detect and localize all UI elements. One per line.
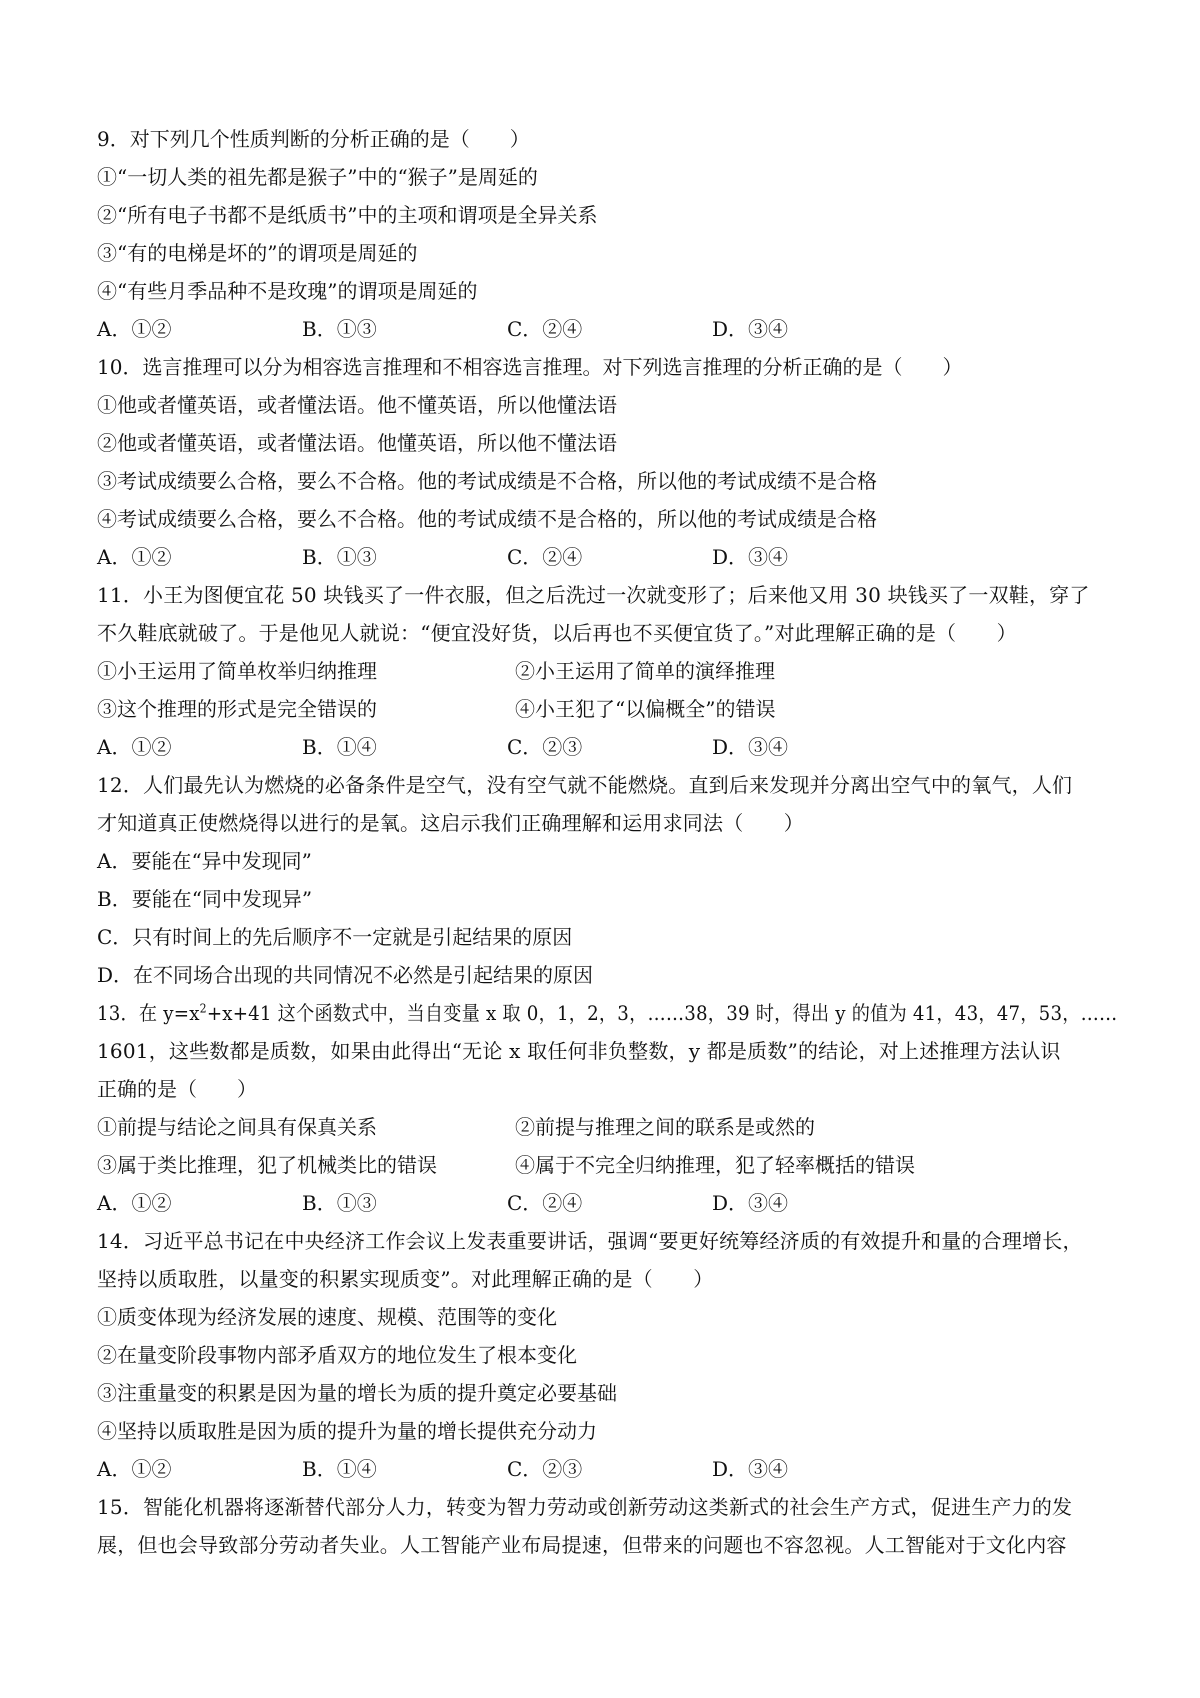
question-15-stem-line-1: 15．智能化机器将逐渐替代部分人力，转变为智力劳动或创新劳动这类新式的社会生产方式，促进生产力的发 (97, 1495, 1073, 1519)
question-12-option-c: C．只有时间上的先后顺序不一定就是引起结果的原因 (97, 925, 573, 949)
question-12-option-d: D．在不同场合出现的共同情况不必然是引起结果的原因 (97, 963, 594, 987)
option-c: C．②④ (507, 545, 583, 569)
question-9-item-1: ①“一切人类的祖先都是猴子”中的“猴子”是周延的 (97, 165, 538, 189)
question-10-item-4: ④考试成绩要么合格，要么不合格。他的考试成绩不是合格的，所以他的考试成绩是合格 (97, 507, 877, 531)
option-b: B．①④ (302, 1457, 377, 1481)
question-13-stem-line-1 (97, 994, 1118, 1032)
question-13-item-2: ②前提与推理之间的联系是或然的 (515, 1115, 815, 1139)
question-9-options (97, 310, 1117, 348)
option-b: B．①③ (302, 545, 377, 569)
question-9-item-2: ②“所有电子书都不是纸质书”中的主项和谓项是全异关系 (97, 203, 598, 227)
question-15-stem-line-2: 展，但也会导致部分劳动者失业。人工智能产业布局提速，但带来的问题也不容忽视。人工智能对于文化内容 (97, 1533, 1067, 1557)
question-12-option-a: A．要能在“异中发现同” (97, 849, 312, 873)
question-9-item-4: ④“有些月季品种不是玫瑰”的谓项是周延的 (97, 279, 478, 303)
question-11-item-4: ④小王犯了“以偏概全”的错误 (515, 697, 776, 721)
question-10-item-3: ③考试成绩要么合格，要么不合格。他的考试成绩是不合格，所以他的考试成绩不是合格 (97, 469, 877, 493)
question-11-stem-line-1: 11．小王为图便宜花 50 块钱买了一件衣服，但之后洗过一次就变形了；后来他又用 30 块钱买了一双鞋，穿了 (97, 583, 1090, 607)
question-12-stem-line-2: 才知道真正使燃烧得以进行的是氧。这启示我们正确理解和运用求同法（ ） (97, 811, 804, 835)
option-c: C．②④ (507, 317, 583, 341)
option-a: A．①② (97, 1191, 172, 1215)
question-13-item-3: ③属于类比推理，犯了机械类比的错误 (97, 1153, 437, 1177)
question-14-stem-line-1: 14．习近平总书记在中央经济工作会议上发表重要讲话，强调“要更好统筹经济质的有效提升和量的合理增长， (97, 1229, 1083, 1253)
question-11-item-3: ③这个推理的形式是完全错误的 (97, 697, 377, 721)
option-d: D．③④ (712, 735, 789, 759)
option-c: C．②③ (507, 735, 583, 759)
question-14-item-3: ③注重量变的积累是因为量的增长为质的提升奠定必要基础 (97, 1381, 617, 1405)
question-14-stem-line-2: 坚持以质取胜，以量变的积累实现质变”。对此理解正确的是（ ） (97, 1267, 714, 1291)
option-b: B．①③ (302, 1191, 377, 1215)
option-b: B．①③ (302, 317, 377, 341)
option-a: A．①② (97, 317, 172, 341)
option-a: A．①② (97, 1457, 172, 1481)
question-13-stem-line-3: 正确的是（ ） (97, 1077, 257, 1101)
question-13-stem-line-2: 1601，这些数都是质数，如果由此得出“无论 x 取任何非负整数，y 都是质数”的结论，对上述推理方法认识 (97, 1039, 1061, 1063)
option-a: A．①② (97, 735, 172, 759)
question-11-options (97, 728, 1117, 766)
question-12-option-b: B．要能在“同中发现异” (97, 887, 313, 911)
option-d: D．③④ (712, 317, 789, 341)
question-13-item-1: ①前提与结论之间具有保真关系 (97, 1115, 377, 1139)
question-11-item-2: ②小王运用了简单的演绎推理 (515, 659, 775, 683)
question-10-options (97, 538, 1117, 576)
question-13-stem-pre: 13．在 y=x (97, 1001, 200, 1025)
exponent: 2 (199, 1001, 207, 1016)
question-9-stem: 9．对下列几个性质判断的分析正确的是（ ） (97, 127, 530, 151)
option-a: A．①② (97, 545, 172, 569)
question-13-item-4: ④属于不完全归纳推理，犯了轻率概括的错误 (515, 1153, 915, 1177)
question-13-options (97, 1184, 1117, 1222)
question-11-items-row-1 (97, 652, 1117, 690)
question-14-item-2: ②在量变阶段事物内部矛盾双方的地位发生了根本变化 (97, 1343, 577, 1367)
question-10-item-2: ②他或者懂英语，或者懂法语。他懂英语，所以他不懂法语 (97, 431, 617, 455)
question-14-options (97, 1450, 1117, 1488)
option-d: D．③④ (712, 545, 789, 569)
option-b: B．①④ (302, 735, 377, 759)
question-12-stem-line-1: 12．人们最先认为燃烧的必备条件是空气，没有空气就不能燃烧。直到后来发现并分离出空气中的氧气，人们 (97, 773, 1073, 797)
option-c: C．②③ (507, 1457, 583, 1481)
question-14-item-4: ④坚持以质取胜是因为质的提升为量的增长提供充分动力 (97, 1419, 597, 1443)
question-11-stem-line-2: 不久鞋底就破了。于是他见人就说：“便宜没好货，以后再也不买便宜货了。”对此理解正确的是（ ） (97, 621, 1017, 645)
question-10-item-1: ①他或者懂英语，或者懂法语。他不懂英语，所以他懂法语 (97, 393, 617, 417)
question-11-item-1: ①小王运用了简单枚举归纳推理 (97, 659, 377, 683)
exam-page (97, 120, 1117, 1564)
question-11-items-row-2 (97, 690, 1117, 728)
question-14-item-1: ①质变体现为经济发展的速度、规模、范围等的变化 (97, 1305, 557, 1329)
option-c: C．②④ (507, 1191, 583, 1215)
question-10-stem: 10．选言推理可以分为相容选言推理和不相容选言推理。对下列选言推理的分析正确的是（ ） (97, 355, 963, 379)
option-d: D．③④ (712, 1457, 789, 1481)
question-13-stem-post: +x+41 这个函数式中，当自变量 x 取 0，1，2，3，……38，39 时，得出 y 的值为 41，43，47，53，…… (206, 1001, 1118, 1025)
question-13-items-row-2 (97, 1146, 1117, 1184)
question-13-items-row-1 (97, 1108, 1117, 1146)
option-d: D．③④ (712, 1191, 789, 1215)
question-9-item-3: ③“有的电梯是坏的”的谓项是周延的 (97, 241, 418, 265)
